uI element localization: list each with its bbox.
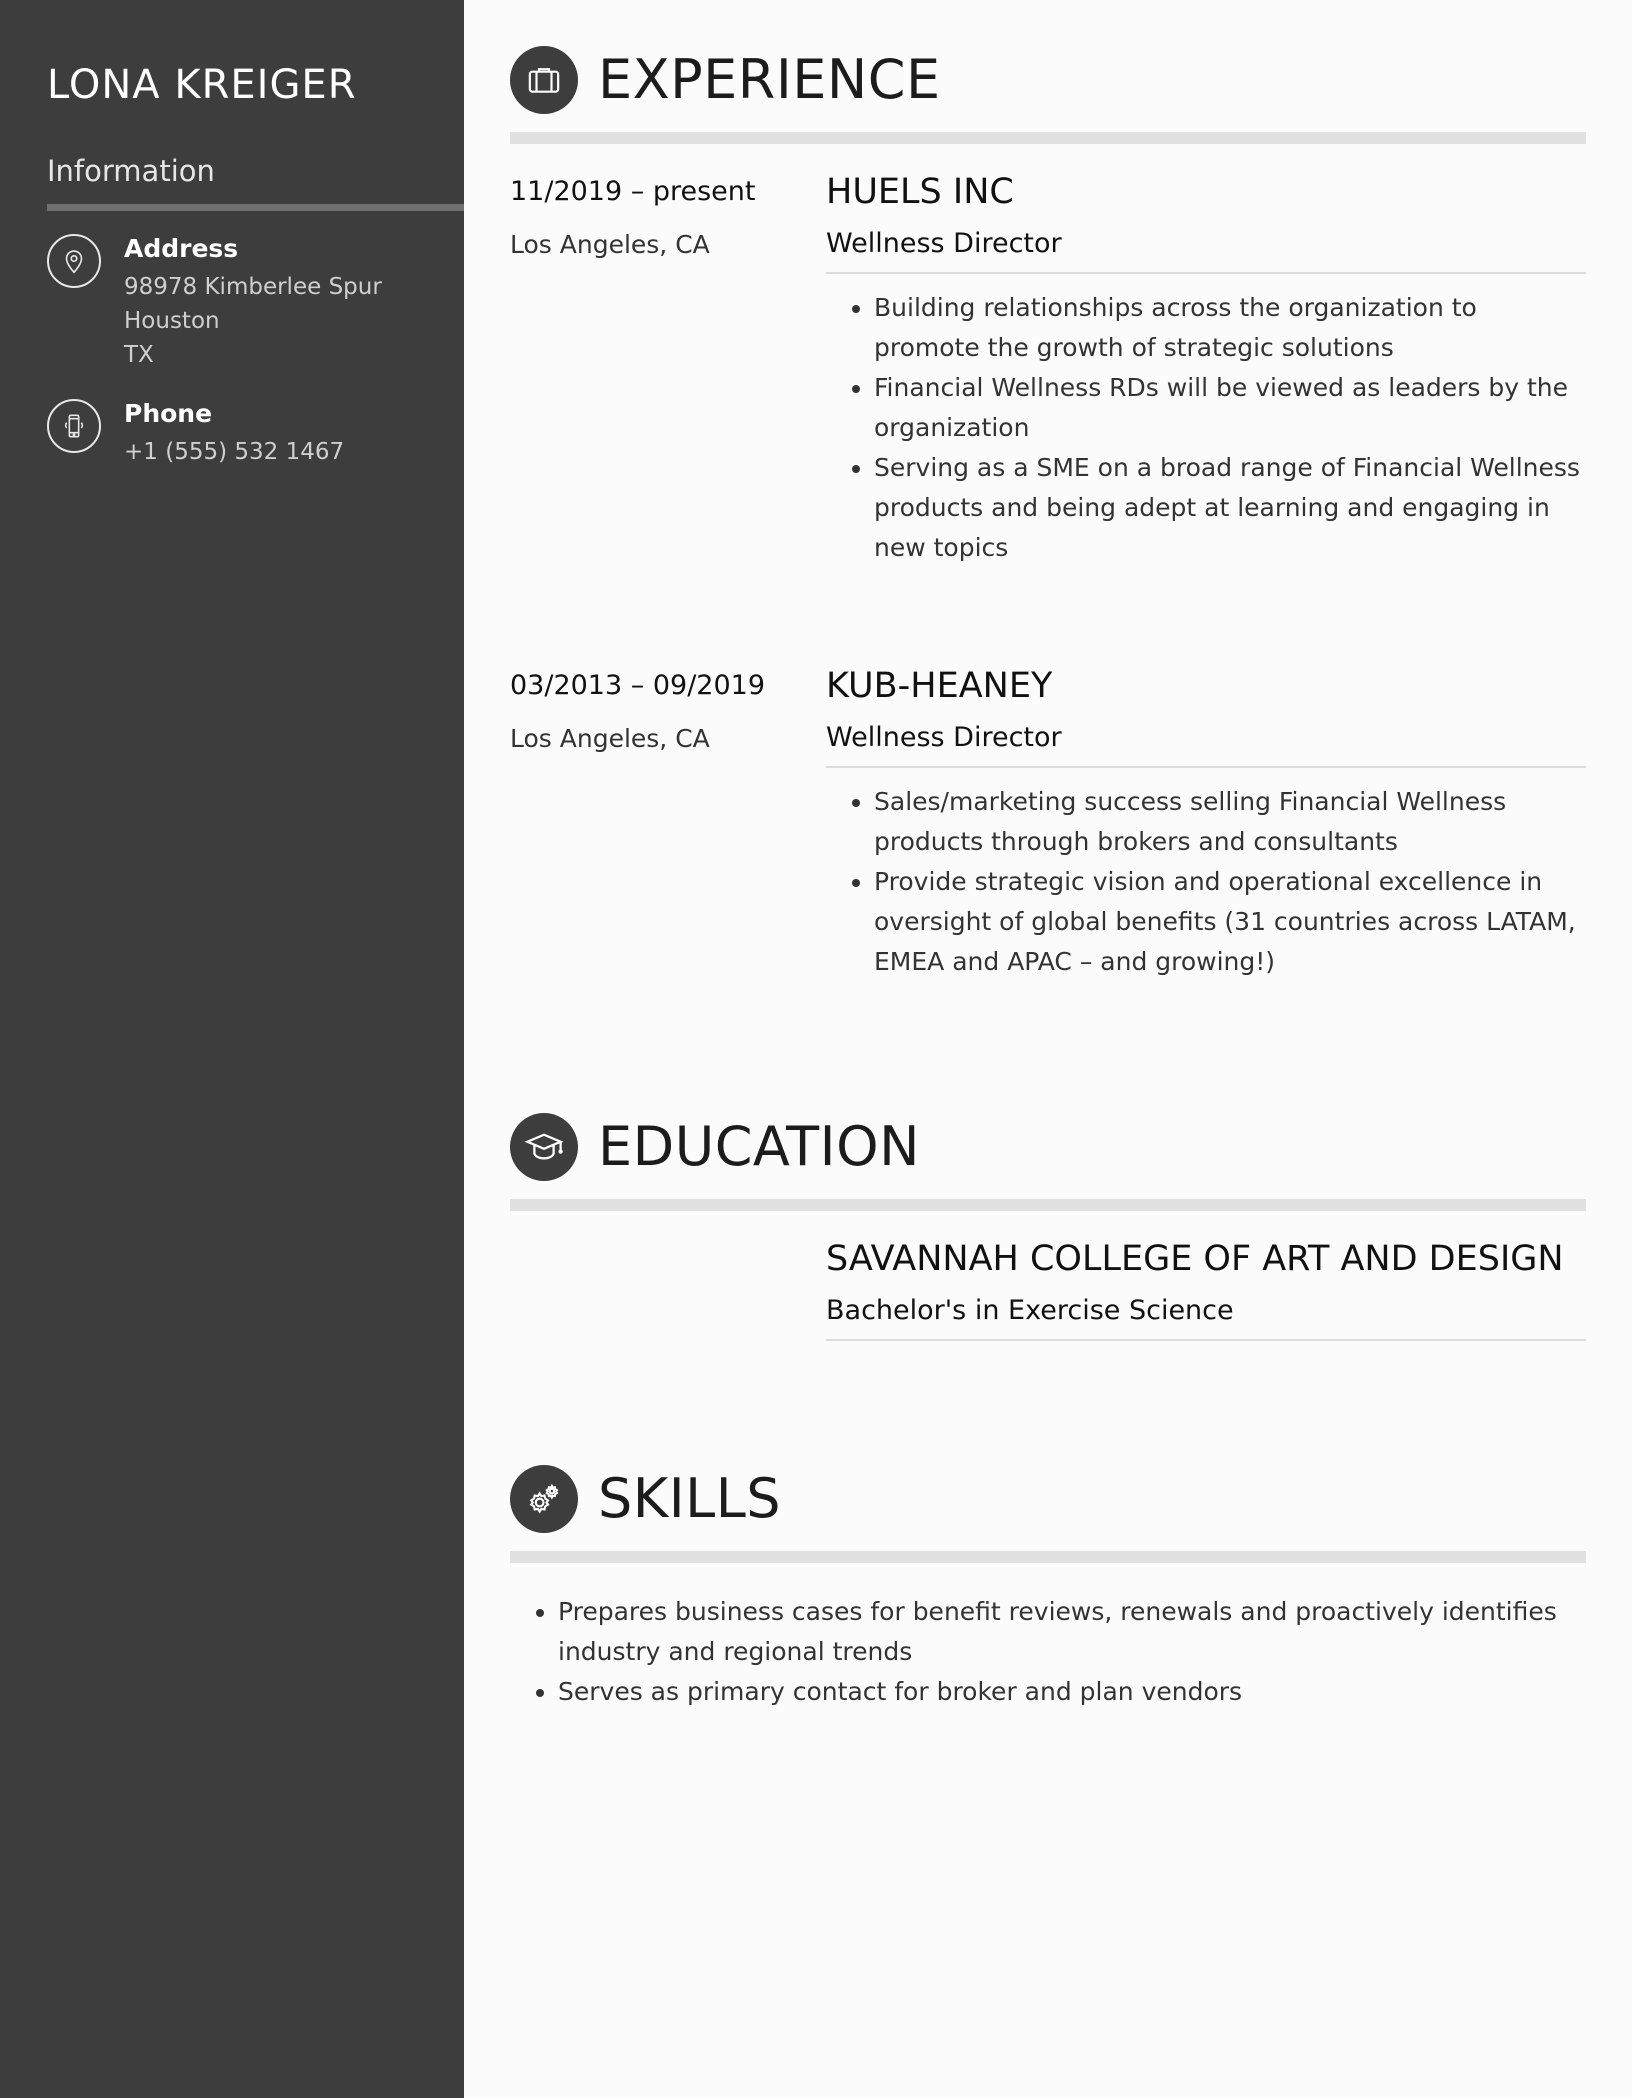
list-item: • Building relationships across the organization to promote the growth of strategic solutions — [874, 288, 1586, 368]
list-item: • Sales/marketing success selling Financial Wellness products through brokers and consultants — [874, 782, 1586, 862]
experience-divider — [510, 132, 1586, 144]
job-company: HUELS INC — [826, 172, 1014, 212]
list-item: • Serving as a SME on a broad range of Financial Wellness products and being adept at learning and engaging in new topics — [874, 448, 1586, 568]
graduation-cap-icon — [510, 1113, 578, 1181]
school-name: SAVANNAH COLLEGE OF ART AND DESIGN — [826, 1239, 1564, 1279]
job-divider — [826, 766, 1586, 768]
job-role: Wellness Director — [826, 228, 1062, 259]
list-item: • Provide strategic vision and operational excellence in oversight of global benefits (31 countries across LATAM, EMEA and APAC – and growing!) — [874, 862, 1586, 982]
job-divider — [826, 272, 1586, 274]
skills-divider — [510, 1551, 1586, 1563]
location-pin-icon — [47, 234, 101, 288]
degree: Bachelor's in Exercise Science — [826, 1295, 1234, 1326]
job-dates: 11/2019 – present — [510, 176, 756, 207]
job-bullets — [826, 782, 1586, 982]
address-state: TX — [124, 342, 154, 368]
candidate-name: LONA KREIGER — [47, 62, 357, 108]
job-role: Wellness Director — [826, 722, 1062, 753]
education-divider — [510, 1199, 1586, 1211]
phone-number: +1 (555) 532 1467 — [124, 439, 345, 465]
briefcase-icon — [510, 46, 578, 114]
skills-list — [510, 1592, 1586, 1712]
job-location: Los Angeles, CA — [510, 724, 710, 753]
gears-icon — [510, 1465, 578, 1533]
job-bullets — [826, 288, 1586, 568]
job-dates: 03/2013 – 09/2019 — [510, 670, 765, 701]
skills-title: SKILLS — [598, 1467, 782, 1530]
address-lines — [124, 270, 382, 372]
job-company: KUB-HEANEY — [826, 666, 1053, 706]
list-item: • Prepares business cases for benefit reviews, renewals and proactively identifies industry and regional trends — [558, 1592, 1586, 1672]
list-item: • Serves as primary contact for broker and plan vendors — [558, 1672, 1586, 1712]
phone-lines — [124, 435, 344, 469]
information-heading: Information — [47, 154, 215, 188]
sidebar — [0, 0, 464, 2098]
experience-title: EXPERIENCE — [598, 48, 941, 111]
address-label: Address — [124, 234, 239, 263]
education-title: EDUCATION — [598, 1115, 920, 1178]
job-location: Los Angeles, CA — [510, 230, 710, 259]
address-street: 98978 Kimberlee Spur — [124, 274, 382, 300]
phone-label: Phone — [124, 399, 213, 428]
phone-icon — [47, 399, 101, 453]
education-entry-divider — [826, 1339, 1586, 1341]
list-item: • Financial Wellness RDs will be viewed as leaders by the organization — [874, 368, 1586, 448]
information-divider — [47, 204, 464, 211]
address-city: Houston — [124, 308, 220, 334]
